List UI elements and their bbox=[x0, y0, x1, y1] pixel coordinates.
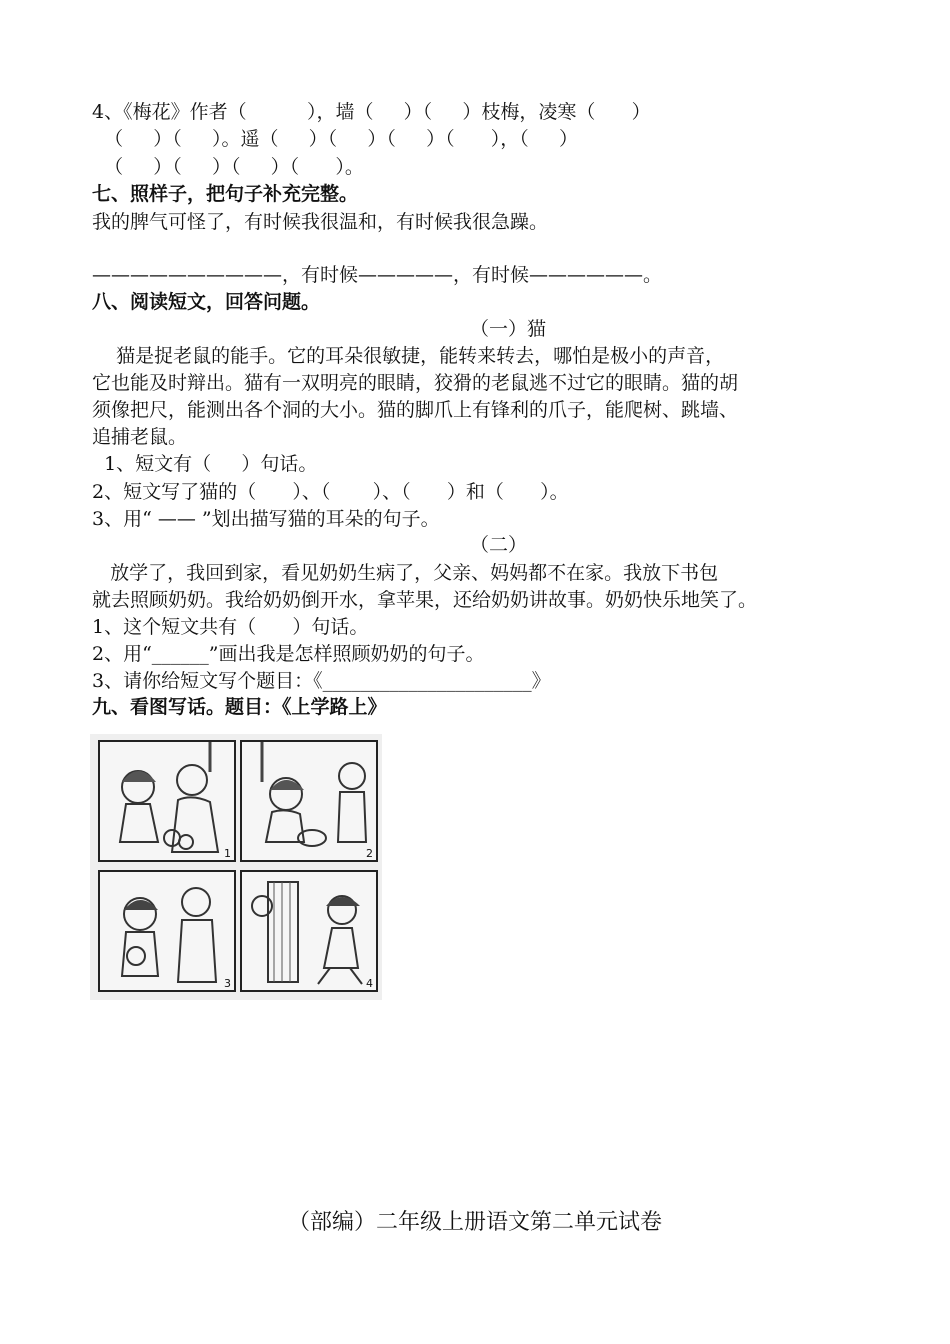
passage-1-line-4: 追捕老鼠。 bbox=[92, 426, 188, 448]
passage-1-question-2: 2、短文写了猫的（ ）、（ ）、（ ）和（ ）。 bbox=[92, 481, 569, 503]
comic-panel-2 bbox=[240, 740, 378, 862]
passage-1-line-2: 它也能及时辩出。猫有一双明亮的眼睛，狡猾的老鼠逃不过它的眼睛。猫的胡 bbox=[92, 372, 739, 394]
comic-panel-3 bbox=[98, 870, 236, 992]
comic-panel-4 bbox=[240, 870, 378, 992]
page-footer-title: （部编）二年级上册语文第二单元试卷 bbox=[287, 1210, 662, 1235]
passage-2-question-2: 2、用“______”画出我是怎样照顾奶奶的句子。 bbox=[92, 643, 485, 665]
panel-number: 1 bbox=[224, 847, 231, 860]
comic-illustration bbox=[90, 734, 382, 1000]
girl-running-to-school-drawing bbox=[242, 872, 376, 990]
section-7-fill-line: ——————————，有时候—————，有时候——————。 bbox=[92, 264, 663, 286]
panel-number: 2 bbox=[366, 847, 373, 860]
panel-number: 3 bbox=[224, 977, 231, 990]
section-7-example: 我的脾气可怪了，有时候我很温和，有时候我很急躁。 bbox=[92, 211, 549, 233]
passage-2-line-1: 放学了，我回到家，看见奶奶生病了，父亲、妈妈都不在家。我放下书包 bbox=[92, 562, 719, 584]
q4-line-2: （ ）（ ）。遥（ ）（ ）（ ）（ ），（ ） bbox=[92, 128, 579, 150]
passage-2-line-2: 就去照顾奶奶。我给奶奶倒开水，拿苹果，还给奶奶讲故事。奶奶快乐地笑了。 bbox=[92, 589, 758, 611]
passage-2-question-3: 3、请你给短文写个题目：《______________________》 bbox=[92, 670, 551, 692]
passage-1-question-1: 1、短文有（ ）句话。 bbox=[92, 453, 318, 475]
passage-1-title: （一）猫 bbox=[470, 318, 547, 340]
passage-1-line-3: 须像把尺，能测出各个洞的大小。猫的脚爪上有锋利的爪子，能爬树、跳墙、 bbox=[92, 399, 739, 421]
q4-line-3: （ ）（ ）（ ）（ ）。 bbox=[92, 156, 364, 178]
section-8-title: 八、阅读短文，回答问题。 bbox=[92, 291, 321, 313]
panel-number: 4 bbox=[366, 977, 373, 990]
section-9-title: 九、看图写话。题目：《上学路上》 bbox=[92, 696, 387, 718]
girl-picking-drawing bbox=[242, 742, 376, 860]
passage-1-line-1: 猫是捉老鼠的能手。它的耳朵很敏捷，能转来转去，哪怕是极小的声音， bbox=[92, 345, 725, 367]
girl-and-grandma-drawing bbox=[100, 742, 234, 860]
girl-returning-item-drawing bbox=[100, 872, 234, 990]
q4-line-1: 4、《梅花》作者（ ），墙（ ）（ ）枝梅，凌寒（ ） bbox=[92, 101, 651, 123]
passage-2-title: （二） bbox=[470, 534, 528, 556]
section-7-title: 七、照样子，把句子补充完整。 bbox=[92, 183, 359, 205]
passage-1-question-3: 3、用“ —— ”划出描写猫的耳朵的句子。 bbox=[92, 508, 440, 530]
passage-2-question-1: 1、这个短文共有（ ）句话。 bbox=[92, 616, 369, 638]
comic-panel-1 bbox=[98, 740, 236, 862]
